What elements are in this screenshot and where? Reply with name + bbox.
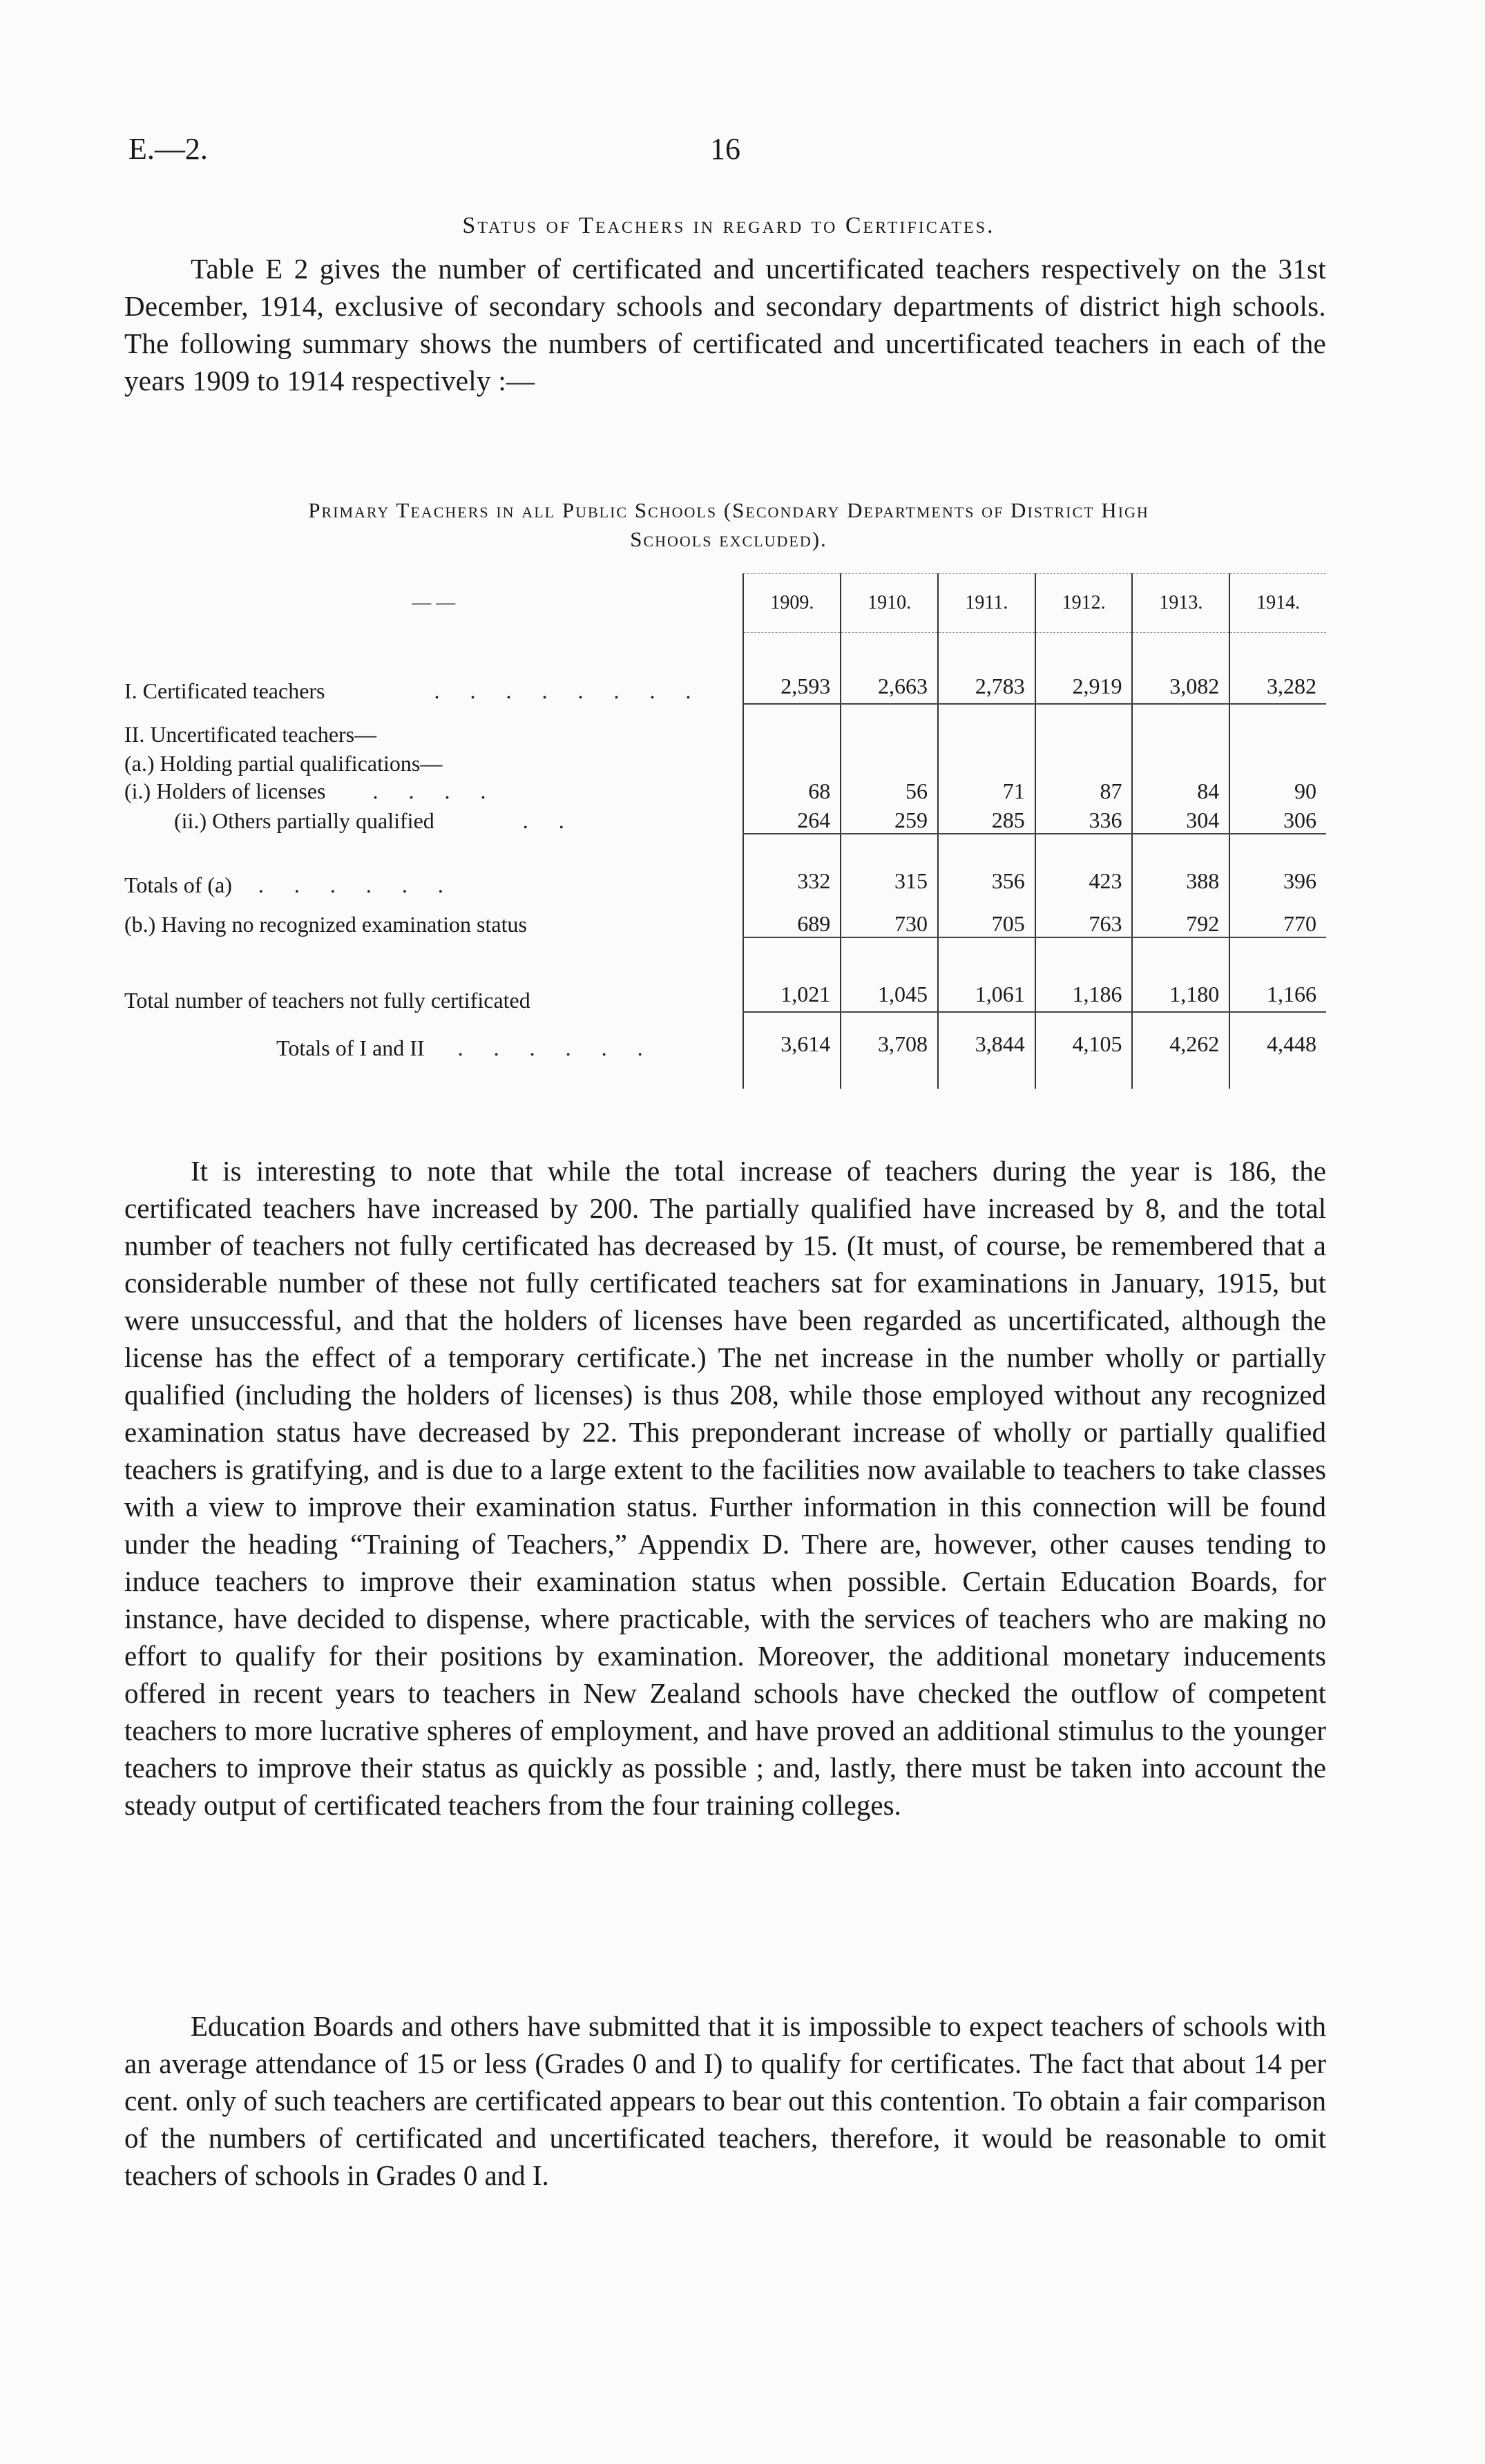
year-header: 1913. <box>1132 574 1229 633</box>
table-cell: 3,708 <box>841 1012 938 1061</box>
table-cell: 4,262 <box>1132 1012 1229 1061</box>
table-row <box>124 747 1326 776</box>
table-cell: 792 <box>1132 898 1229 937</box>
table-cell: 264 <box>743 804 841 834</box>
leader-dots: . . . . <box>372 779 499 803</box>
row-label <box>124 804 743 834</box>
row-label-text: I. Certificated teachers <box>124 678 325 703</box>
table-cell: 1,186 <box>1035 937 1133 1012</box>
year-header: 1912. <box>1035 574 1133 633</box>
table-cell: 2,919 <box>1035 633 1133 705</box>
table-cell: 84 <box>1132 776 1229 804</box>
table-cell: 2,593 <box>743 633 841 705</box>
table-cell: 396 <box>1229 834 1326 898</box>
year-header: 1909. <box>743 574 841 633</box>
table-row <box>124 804 1326 834</box>
table-cell: 1,061 <box>938 937 1035 1012</box>
table-cell: 4,105 <box>1035 1012 1133 1061</box>
table-cell: 689 <box>743 898 841 937</box>
table-cell: 1,045 <box>841 937 938 1012</box>
table-cell: 56 <box>841 776 938 804</box>
section-title: Status of Teachers in regard to Certificates. <box>462 213 995 238</box>
row-label-text: Total number of teachers not fully certificated <box>124 988 530 1013</box>
table-cell: 71 <box>938 776 1035 804</box>
table-cell: 304 <box>1132 804 1229 834</box>
row-label <box>124 937 743 1012</box>
header-dash: — — <box>412 592 456 613</box>
table-cell: 87 <box>1035 776 1133 804</box>
row-label-text: Totals of (a) <box>124 872 232 897</box>
table-cell: 3,844 <box>938 1012 1035 1061</box>
table-header-row <box>124 574 1326 633</box>
series-code: E.—2. <box>128 132 208 166</box>
teachers-table <box>124 573 1326 1089</box>
body-paragraph-2: It is interesting to note that while the total increase of teachers during the year is 186, the certificated teachers have increased by 200. The partially qualified have increased by 8, and the total number of teachers not fully certificated has decreased by 15. (It must, of course, be remembered that a considerable number of these not fully certificated teachers sat for examinations in January, 1915, but were unsuccessful, and that the holders of licenses have been regarded as uncertificated, although the license has the effect of a temporary certificate.) The net increase in the number wholly or partially qualified (including the holders of licenses) is thus 208, while those employed without any recognized examination status have decreased by 22. This preponderant increase of wholly or partially qualified teachers is gratifying, and is due to a large extent to the facilities now available to teachers to take classes with a view to improve their examination status. Further information in this connection will be found under the heading “Training of Teachers,” Appendix D. There are, however, other causes tending to induce teachers to improve their examination status when possible. Certain Education Boards, for instance, have decided to dispense, where practicable, with the services of teachers who are making no effort to qualify for their positions by examination. Moreover, the additional monetary inducements offered in recent years to teachers in New Zealand schools have checked the outflow of competent teachers to more lucrative spheres of employment, and have proved an additional stimulus to the younger teachers to improve their status as quickly as possible ; and, lastly, there must be taken into account the steady output of certificated teachers from the four training colleges. <box>124 1155 1326 1821</box>
table-cell: 3,614 <box>743 1012 841 1061</box>
leader-dots: . . . . . . <box>457 1035 655 1060</box>
table-row <box>124 704 1326 747</box>
table-cell: 356 <box>938 834 1035 898</box>
table-row <box>124 834 1326 898</box>
table-cell: 336 <box>1035 804 1133 834</box>
row-label <box>124 776 743 804</box>
table-cell: 4,448 <box>1229 1012 1326 1061</box>
leader-dots: . . . . . . <box>258 872 456 897</box>
table-cell: 315 <box>841 834 938 898</box>
table-cell: 763 <box>1035 898 1133 937</box>
table-row <box>124 898 1326 937</box>
body-paragraph-3: Education Boards and others have submitted that it is impossible to expect teachers of schools with an average attendance of 15 or less (Grades 0 and I) to qualify for certificates. The fact that about 14 per cent. only of such teachers are certificated appears to bear out this contention. To obtain a fair comparison of the numbers of certificated and uncertificated teachers, therefore, it would be reasonable to omit teachers of schools in Grades 0 and I. <box>124 2010 1326 2191</box>
table-cell: 332 <box>743 834 841 898</box>
table-row <box>124 937 1326 1012</box>
table-cell: 3,082 <box>1132 633 1229 705</box>
table-row <box>124 633 1326 705</box>
table-cell: 3,282 <box>1229 633 1326 705</box>
row-label-text: Totals of I and II <box>276 1035 425 1060</box>
table-cell: 730 <box>841 898 938 937</box>
table-row <box>124 776 1326 804</box>
year-header: 1911. <box>938 574 1035 633</box>
table-row <box>124 1012 1326 1061</box>
table-cell: 2,783 <box>938 633 1035 705</box>
table-title-line-2: Schools excluded). <box>630 527 827 551</box>
table-cell: 259 <box>841 804 938 834</box>
page-number: 16 <box>710 132 740 166</box>
table-cell: 1,180 <box>1132 937 1229 1012</box>
row-label: (a.) Holding partial qualifications— <box>124 751 443 776</box>
table-cell: 306 <box>1229 804 1326 834</box>
table-cell: 2,663 <box>841 633 938 705</box>
table-foot-spacer <box>124 1061 1326 1089</box>
leader-dots: . . <box>522 808 577 833</box>
table-cell: 68 <box>743 776 841 804</box>
table-title <box>124 496 1333 554</box>
table-cell: 388 <box>1132 834 1229 898</box>
table-title-line-1: Primary Teachers in all Public Schools (Secondary Departments of District High <box>308 498 1149 522</box>
table-cell: 770 <box>1229 898 1326 937</box>
row-label <box>124 633 743 705</box>
year-header: 1914. <box>1229 574 1326 633</box>
table-cell: 90 <box>1229 776 1326 804</box>
table-cell: 423 <box>1035 834 1133 898</box>
row-label-text: (ii.) Others partially qualified <box>174 808 434 833</box>
leader-dots: . . . . . . . . <box>434 678 704 703</box>
table-cell: 285 <box>938 804 1035 834</box>
table-cell: 1,166 <box>1229 937 1326 1012</box>
row-label <box>124 1012 743 1061</box>
table-cell: 1,021 <box>743 937 841 1012</box>
row-label <box>124 834 743 898</box>
row-label: (b.) Having no recognized examination status <box>124 912 527 937</box>
year-header: 1910. <box>841 574 938 633</box>
row-label-text: (i.) Holders of licenses <box>124 779 326 803</box>
intro-paragraph: Table E 2 gives the number of certificated and uncertificated teachers respectively on the 31st December, 1914, exclusive of secondary schools and secondary departments of district high schools. The following summary shows the numbers of certificated and uncertificated teachers in each of the years 1909 to 1914 respectively :— <box>124 253 1326 397</box>
table-cell: 705 <box>938 898 1035 937</box>
row-label: II. Uncertificated teachers— <box>124 722 377 747</box>
